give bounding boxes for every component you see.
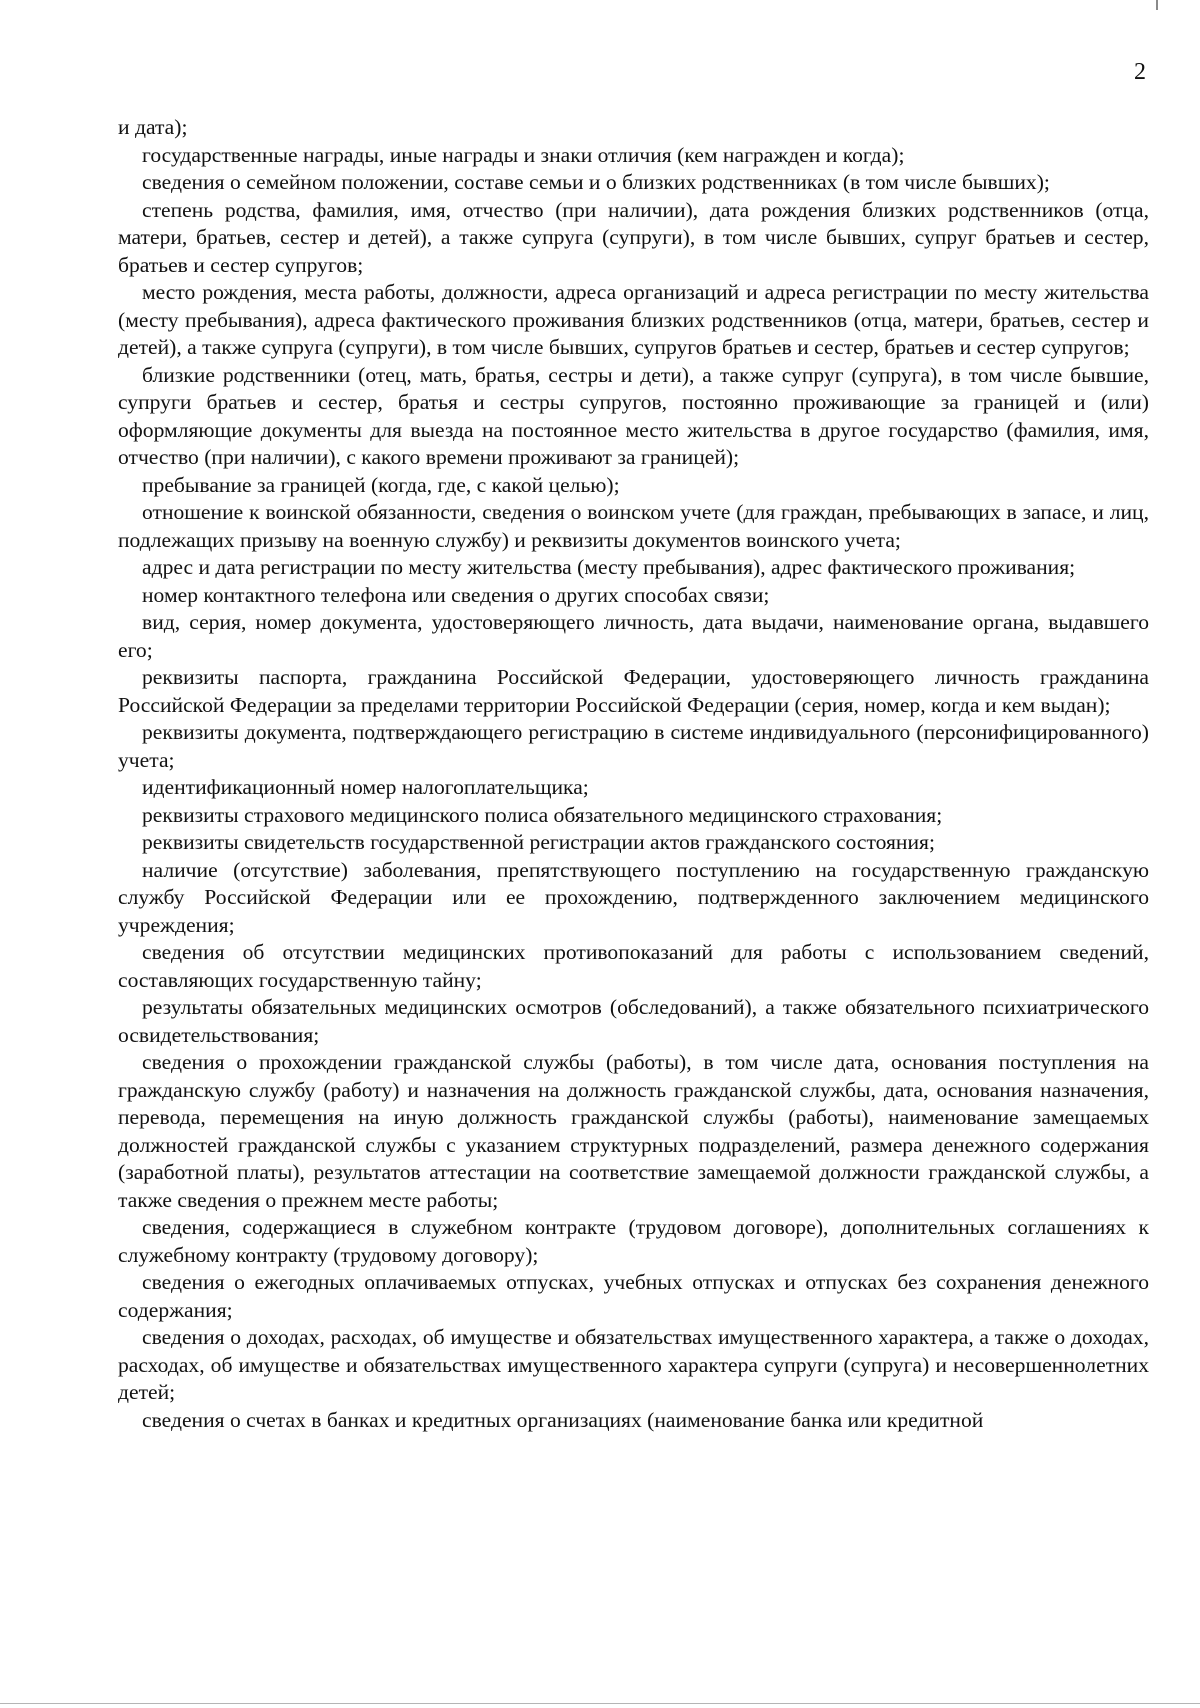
paragraph: место рождения, места работы, должности, адреса организаций и адреса регистрации по месту жительства (месту пребывания), адреса фактического проживания близких родственников (отца, матери, братьев, сестер и детей), а также супруга (супруги), в том числе бывших, супругов братьев и сестер, братьев и сестер супругов;	[118, 280, 1149, 359]
paragraph: реквизиты паспорта, гражданина Российской Федерации, удостоверяющего личность гражданина Российской Федерации за пределами территории Российской Федерации (серия, номер, когда и кем выдан);	[118, 665, 1149, 717]
paragraph: государственные награды, иные награды и знаки отличия (кем награжден и когда);	[142, 142, 905, 167]
paragraph: идентификационный номер налогоплательщика;	[142, 775, 589, 799]
paragraph: результаты обязательных медицинских осмотров (обследований), а также обязательного психиатрического освидетельствования;	[118, 995, 1149, 1047]
page-number: 2	[1134, 59, 1146, 85]
scan-artifact-mark	[1156, 0, 1158, 10]
scan-artifact-line	[0, 1703, 1200, 1704]
paragraph: адрес и дата регистрации по месту жительства (месту пребывания), адрес фактического проживания;	[142, 555, 1076, 579]
paragraph: степень родства, фамилия, имя, отчество (при наличии), дата рождения близких родственников (отца, матери, братьев, сестер и детей), а также супруга (супруги), в том числе бывших, супруг братьев и сестер, братьев и сестер супругов;	[118, 197, 1149, 277]
paragraph: сведения, содержащиеся в служебном контракте (трудовом договоре), дополнительных соглашениях к служебному контракту (трудовому договору);	[118, 1215, 1149, 1267]
paragraph: отношение к воинской обязанности, сведения о воинском учете (для граждан, пребывающих в запасе, и лиц, подлежащих призыву на военную службу) и реквизиты документов воинского учета;	[118, 500, 1149, 552]
paragraph: реквизиты документа, подтверждающего регистрацию в системе индивидуального (персонифицированного) учета;	[118, 720, 1149, 772]
paragraph: реквизиты страхового медицинского полиса обязательного медицинского страхования;	[142, 802, 943, 827]
paragraph: пребывание за границей (когда, где, с какой целью);	[142, 472, 620, 497]
paragraph: вид, серия, номер документа, удостоверяющего личность, дата выдачи, наименование органа, выдавшего его;	[118, 610, 1149, 662]
paragraph: сведения о счетах в банках и кредитных организациях (наименование банка или кредитной	[142, 1407, 984, 1432]
paragraph: реквизиты свидетельств государственной регистрации актов гражданского состояния;	[142, 830, 935, 854]
document-body	[118, 114, 1149, 1434]
paragraph: близкие родственники (отец, мать, братья, сестры и дети), а также супруг (супруга), в том числе бывшие, супруги братьев и сестер, братья и сестры супругов, постоянно проживающие за границей и (или) оформляющие документы для выезда на постоянное место жительства в другое государство (фамилия, имя, отчество (при наличии), с какого времени проживают за границей);	[118, 362, 1149, 469]
paragraph: сведения об отсутствии медицинских противопоказаний для работы с использованием сведений, составляющих государственную тайну;	[118, 940, 1149, 992]
paragraph: сведения о семейном положении, составе семьи и о близких родственниках (в том числе бывших);	[142, 170, 1050, 194]
paragraph: и дата);	[118, 115, 188, 139]
paragraph: номер контактного телефона или сведения о других способах связи;	[142, 582, 770, 607]
paragraph: сведения о ежегодных оплачиваемых отпусках, учебных отпусках и отпусках без сохранения денежного содержания;	[118, 1270, 1149, 1322]
paragraph: сведения о доходах, расходах, об имуществе и обязательствах имущественного характера, а также о доходах, расходах, об имуществе и обязательствах имущественного характера супруги (супруга) и несовершеннолетних детей;	[118, 1325, 1149, 1404]
paragraph: наличие (отсутствие) заболевания, препятствующего поступлению на государственную гражданскую службу Российской Федерации или ее прохождению, подтвержденного заключением медицинского учреждения;	[118, 857, 1149, 937]
paragraph: сведения о прохождении гражданской службы (работы), в том числе дата, основания поступления на гражданскую службу (работу) и назначения на должность гражданской службы, дата, основания назначения, перевода, перемещения на иную должность гражданской службы (работы), наименование замещаемых должностей гражданской службы с указанием структурных подразделений, размера денежного содержания (заработной платы), результатов аттестации на соответствие замещаемой должности гражданской службы, а также сведения о прежнем месте работы;	[118, 1050, 1149, 1212]
